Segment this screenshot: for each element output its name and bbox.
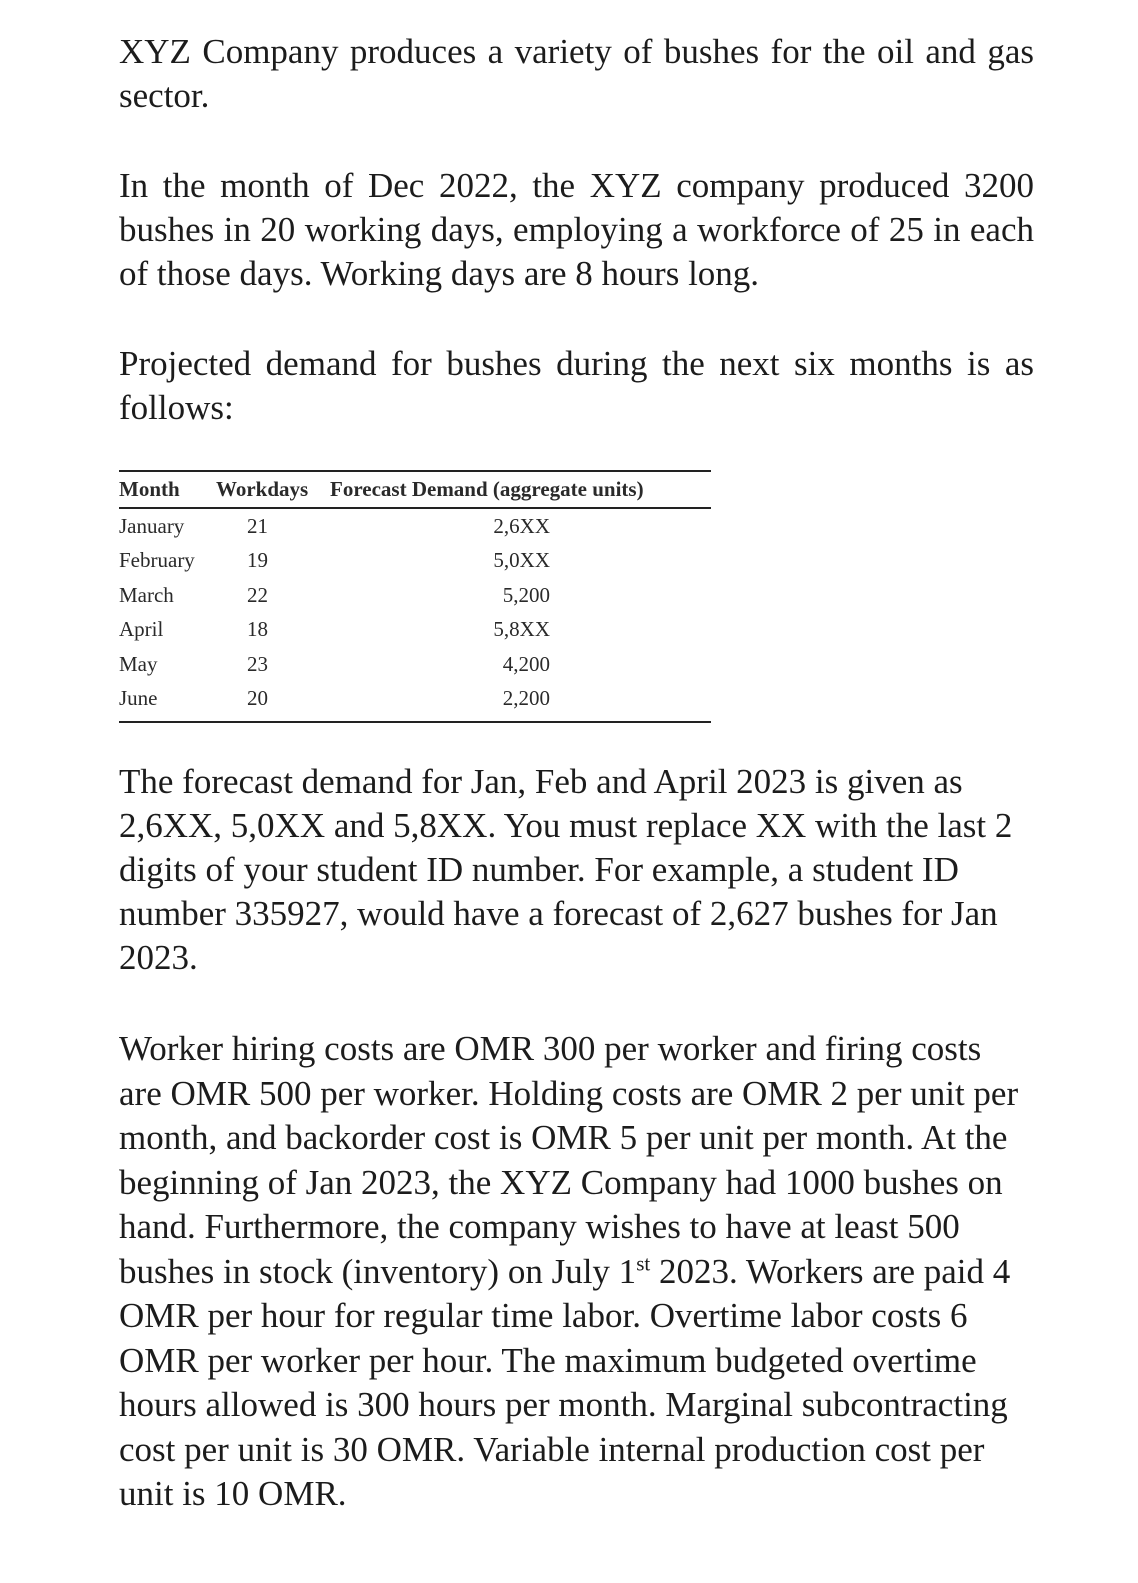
cell-forecast: 5,8XX — [493, 617, 550, 642]
table-row — [119, 509, 711, 544]
intro-paragraph: XYZ Company produces a variety of bushes for the oil and gas sector. — [119, 32, 1034, 115]
demand-forecast-table — [119, 470, 711, 723]
forecast-note-paragraph: The forecast demand for Jan, Feb and April 2023 is given as 2,6XX, 5,0XX and 5,8XX. You must replace XX with the last 2 digits of your student ID number. For example, a student ID number 335927, would have a forecast of 2,627 bushes for Jan 2023. — [119, 762, 1013, 977]
cell-month: June — [119, 686, 158, 711]
table-row — [119, 578, 711, 613]
cell-month: March — [119, 582, 174, 607]
cell-month: April — [119, 617, 164, 642]
cell-month: January — [119, 513, 185, 538]
costs-text-part1: Worker hiring costs are OMR 300 per worker and firing costs are OMR 500 per worker. Holding costs are OMR 2 per unit per month, and backorder cost is OMR 5 per unit per month. At the beginning of Jan 2023, the XYZ Company had 1000 bushes on hand. Furthermore, the company wishes to have at least 500 bushes in stock (inventory) on July 1 — [119, 1029, 1019, 1291]
projected-demand-paragraph: Projected demand for bushes during the next six months is as follows: — [119, 344, 1034, 427]
table-row — [119, 544, 711, 579]
cell-month: February — [119, 548, 195, 573]
cell-forecast: 4,200 — [502, 651, 550, 676]
header-month: Month — [119, 476, 180, 501]
cell-forecast: 2,200 — [502, 686, 550, 711]
header-forecast-demand: Forecast Demand (aggregate units) — [330, 476, 644, 501]
cell-workdays: 23 — [247, 651, 268, 676]
cell-workdays: 18 — [247, 617, 268, 642]
cell-forecast: 5,0XX — [493, 548, 550, 573]
cell-forecast: 2,6XX — [493, 513, 550, 538]
cell-workdays: 20 — [247, 686, 268, 711]
header-workdays: Workdays — [216, 476, 309, 501]
table-header-row — [119, 472, 711, 506]
table-row — [119, 647, 711, 682]
cell-workdays: 21 — [247, 513, 268, 538]
cell-month: May — [119, 651, 158, 676]
cell-workdays: 19 — [247, 548, 268, 573]
table-bottom-rule — [119, 721, 711, 723]
costs-paragraph — [119, 1027, 1019, 1517]
cell-workdays: 22 — [247, 582, 268, 607]
table-row — [119, 682, 711, 717]
costs-text-part2: 2023. Workers are paid 4 OMR per hour for regular time labor. Overtime labor costs 6 OMR per worker per hour. The maximum budgeted overtime hours allowed is 300 hours per month. Marginal subcontracting cost per unit is 30 OMR. Variable internal production cost per unit is 10 OMR. — [119, 1251, 1011, 1513]
cell-forecast: 5,200 — [502, 582, 550, 607]
production-paragraph: In the month of Dec 2022, the XYZ company produced 3200 bushes in 20 working days, employing a workforce of 25 in each of those days. Working days are 8 hours long. — [119, 166, 1034, 293]
ordinal-suffix: st — [636, 1250, 651, 1275]
table-row — [119, 613, 711, 648]
